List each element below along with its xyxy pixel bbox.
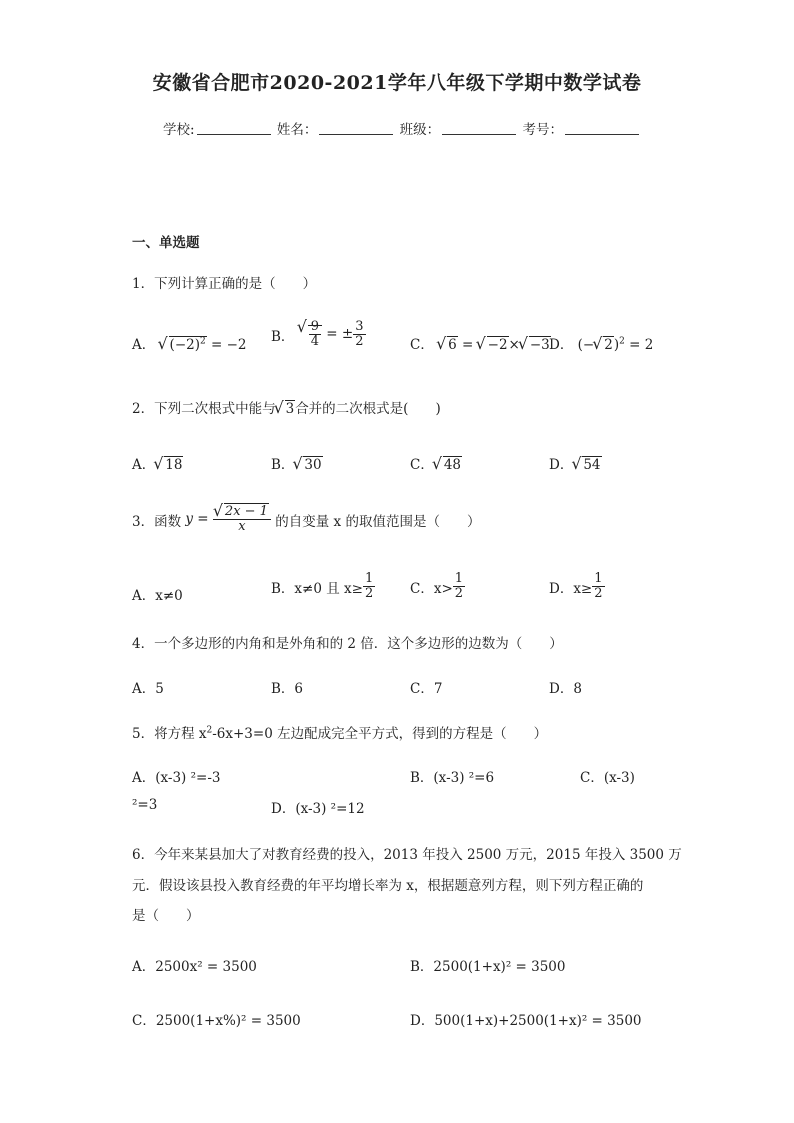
question-6-option-d: D．500(1+x)+2500(1+x)² = 3500 bbox=[410, 1013, 642, 1029]
name-blank[interactable] bbox=[319, 122, 393, 135]
q2-d-value: 54 bbox=[583, 457, 601, 473]
question-2-option-a bbox=[132, 453, 183, 473]
q3-c-label: C．x> bbox=[410, 580, 453, 597]
option-b-formula: √ $\frac{9}{4}$ = ± $\frac{3}{2}$ bbox=[299, 326, 366, 342]
question-3-option-c: C．x> $\frac{1}{2}$ bbox=[410, 571, 464, 602]
sqrt3-symbol: √ 3 bbox=[276, 401, 296, 417]
question-3-option-d: D．x≥ $\frac{1}{2}$ bbox=[549, 571, 603, 602]
question-6-option-a: A．2500x² = 3500 bbox=[132, 959, 257, 975]
question-4-stem: 4．一个多边形的内角和是外角和的 2 倍．这个多边形的边数为（ ） bbox=[132, 636, 563, 652]
question-3-option-a: A．x≠0 bbox=[132, 588, 183, 604]
section-heading: 一、单选题 bbox=[132, 235, 200, 251]
q3-d-label: D．x≥ bbox=[549, 580, 593, 597]
question-4-option-c: C．7 bbox=[410, 681, 443, 697]
q5-stem-pre: 5．将方程 x bbox=[132, 726, 207, 742]
school-blank[interactable] bbox=[197, 122, 271, 135]
q2-b-value: 30 bbox=[304, 457, 322, 473]
question-5-option-a: A．(x-3) ²=-3 bbox=[132, 770, 221, 786]
school-label: 学校: bbox=[163, 122, 195, 138]
question-1-option-a bbox=[132, 333, 247, 353]
class-label: 班级： bbox=[399, 122, 441, 138]
option-d-formula: (−√ 2)$^2$ = 2 bbox=[578, 337, 654, 353]
question-3-stem bbox=[132, 505, 480, 535]
question-3-option-b: B．x≠0 且 x≥ $\frac{1}{2}$ bbox=[271, 571, 374, 602]
question-5-option-d: D．(x-3) ²=12 bbox=[271, 801, 365, 817]
question-4-option-a: A．5 bbox=[132, 681, 164, 697]
question-1-stem: 1．下列计算正确的是（ ） bbox=[132, 276, 317, 292]
student-info-line bbox=[163, 118, 641, 138]
question-2-option-b bbox=[271, 453, 323, 473]
q5-stem-post: -6x+3=0 左边配成完全平方式，得到的方程是（ ） bbox=[212, 726, 548, 742]
question-5-stem: 5．将方程 $x^2-6x+3=0$ 左边配成完全平方式，得到的方程是（ ） bbox=[132, 725, 548, 742]
question-4-option-b: B．6 bbox=[271, 681, 304, 697]
question-6-stem-line1: 6．今年来某县加大了对教育经费的投入，2013 年投入 2500 万元，2015 年投入 3500 万 bbox=[132, 847, 682, 863]
q2-a-label: A． bbox=[132, 457, 156, 473]
question-5-option-b: B．(x-3) ²=6 bbox=[410, 770, 495, 786]
question-2-option-c bbox=[410, 453, 462, 473]
q3-stem-pre: 3．函数 bbox=[132, 513, 182, 530]
option-d-label: D． bbox=[549, 337, 574, 353]
question-5-option-c-part2: ²=3 bbox=[132, 797, 158, 813]
question-6-option-b: B．2500(1+x)² = 3500 bbox=[410, 959, 566, 975]
q2-stem-post: 合并的二次根式是( ) bbox=[295, 401, 441, 417]
option-c-label: C． bbox=[410, 337, 434, 353]
question-5-option-c-part1: C．(x-3) bbox=[580, 770, 635, 786]
q2-d-label: D． bbox=[549, 457, 574, 473]
q3-b-label: B．x≠0 且 x≥ bbox=[271, 580, 363, 597]
question-1-option-c bbox=[410, 333, 551, 353]
question-6-stem-line3: 是（ ） bbox=[132, 908, 200, 924]
name-label: 姓名： bbox=[276, 122, 318, 138]
option-c-formula: √ 6 = √ −2×√ −3 bbox=[438, 337, 551, 353]
q2-c-value: 48 bbox=[443, 457, 462, 473]
option-b-label: B． bbox=[271, 328, 295, 345]
q2-c-label: C． bbox=[410, 457, 434, 473]
option-a-label: A． bbox=[132, 337, 156, 353]
q2-a-value: 18 bbox=[165, 457, 183, 473]
id-blank[interactable] bbox=[565, 122, 639, 135]
option-a-formula: √ $(-2)^2 = -2$ bbox=[160, 337, 247, 353]
class-blank[interactable] bbox=[442, 122, 516, 135]
question-1-option-d bbox=[549, 333, 653, 353]
q2-b-label: B． bbox=[271, 457, 295, 473]
id-label: 考号： bbox=[522, 122, 563, 138]
question-6-stem-line2: 元．假设该县投入教育经费的年平均增长率为 x，根据题意列方程，则下列方程正确的 bbox=[132, 878, 644, 894]
q3-function: y = √ $\frac{2x - 1}{x}$ bbox=[185, 511, 275, 527]
q2-stem-pre: 2．下列二次根式中能与 bbox=[132, 401, 276, 417]
question-6-option-c: C．2500(1+x%)² = 3500 bbox=[132, 1013, 301, 1029]
exam-title: 安徽省合肥市2020-2021学年八年级下学期中数学试卷 bbox=[152, 72, 642, 94]
question-2-option-d bbox=[549, 453, 602, 473]
q3-stem-post: 的自变量 x 的取值范围是（ ） bbox=[275, 513, 481, 530]
question-1-option-b bbox=[271, 320, 366, 350]
question-4-option-d: D．8 bbox=[549, 681, 582, 697]
question-2-stem bbox=[132, 397, 441, 417]
